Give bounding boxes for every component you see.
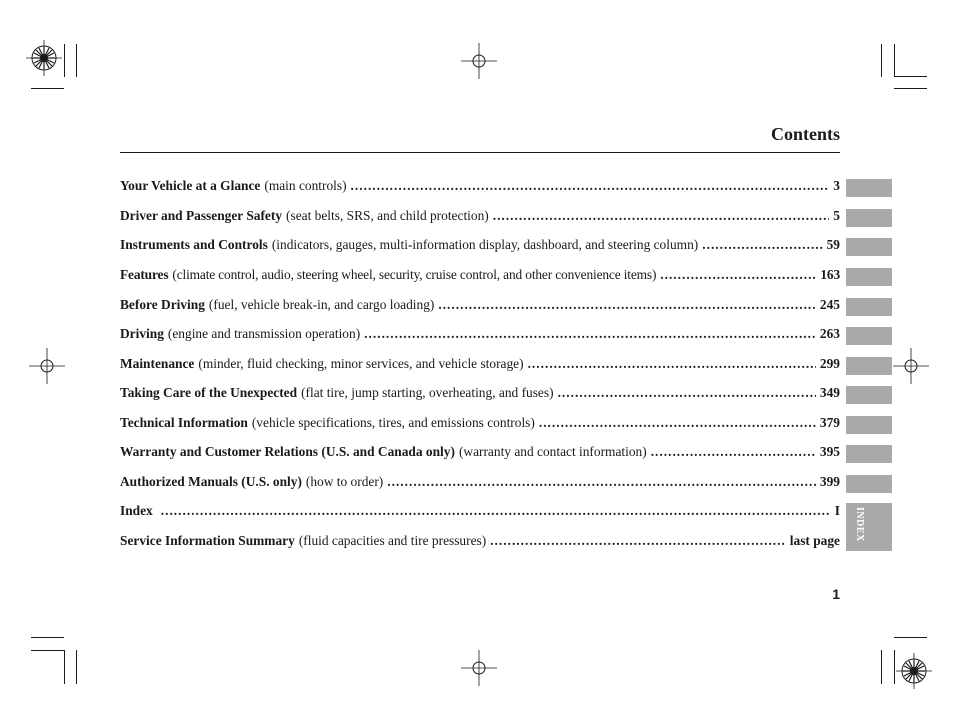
dot-leader — [493, 208, 830, 224]
index-tab-label: INDEX — [854, 507, 865, 542]
dot-leader — [528, 356, 816, 372]
section-tab[interactable] — [846, 357, 892, 375]
dot-leader — [387, 474, 816, 490]
registration-target-icon — [896, 653, 932, 689]
section-tab[interactable] — [846, 209, 892, 227]
section-tab[interactable] — [846, 386, 892, 404]
toc-entry-warranty[interactable] — [120, 444, 840, 464]
toc-entry-description: (climate control, audio, steering wheel, security, cruise control, and other convenience items) — [172, 267, 657, 282]
toc-entry-page: 395 — [819, 444, 840, 459]
toc-entry-title: Service Information Summary — [120, 533, 295, 548]
crop-mark-line — [64, 650, 65, 684]
toc-entry-description: (how to order) — [305, 474, 384, 489]
crosshair-icon — [29, 348, 65, 384]
toc-entry-page: last page — [789, 533, 840, 548]
toc-entry-title: Before Driving — [120, 297, 205, 312]
section-tab[interactable] — [846, 238, 892, 256]
toc-entry-title: Authorized Manuals (U.S. only) — [120, 474, 302, 489]
section-tab[interactable] — [846, 268, 892, 286]
toc-entry-description: (warranty and contact information) — [458, 444, 647, 459]
crop-mark-line — [881, 650, 882, 684]
toc-entry-page: 5 — [833, 208, 840, 223]
crop-mark-line — [76, 650, 77, 684]
toc-entry-before-driving[interactable] — [120, 297, 840, 317]
toc-entry-technical-information[interactable] — [120, 415, 840, 435]
toc-entry-description: (minder, fluid checking, minor services, and vehicle storage) — [198, 356, 524, 371]
crop-mark-line — [894, 44, 895, 77]
toc-entry-index[interactable] — [120, 503, 840, 523]
toc-entry-page: 379 — [819, 415, 840, 430]
toc-entry-page: 59 — [826, 237, 840, 252]
toc-entry-vehicle-at-a-glance[interactable] — [120, 178, 840, 198]
title-rule — [120, 152, 840, 153]
toc-entry-driving[interactable] — [120, 326, 840, 346]
toc-entry-unexpected[interactable] — [120, 385, 840, 405]
toc-entry-maintenance[interactable] — [120, 356, 840, 376]
toc-entry-title: Warranty and Customer Relations (U.S. and Canada only) — [120, 444, 455, 459]
section-tab[interactable] — [846, 445, 892, 463]
dot-leader — [702, 237, 822, 253]
toc-entry-title: Maintenance — [120, 356, 195, 371]
toc-entry-title: Driving — [120, 326, 164, 341]
toc-entry-page: 163 — [820, 267, 840, 282]
crosshair-icon — [893, 348, 929, 384]
registration-target-icon — [26, 40, 62, 76]
crosshair-icon — [461, 43, 497, 79]
toc-entry-title: Taking Care of the Unexpected — [120, 385, 298, 400]
toc-entry-title: Features — [120, 267, 169, 282]
toc-entry-title: Technical Information — [120, 415, 248, 430]
crosshair-icon — [461, 650, 497, 686]
toc-entry-title: Driver and Passenger Safety — [120, 208, 283, 223]
toc-entry-description: (vehicle specifications, tires, and emissions controls) — [251, 415, 535, 430]
section-tab[interactable] — [846, 327, 892, 345]
section-tab[interactable] — [846, 179, 892, 197]
page-number: 1 — [832, 586, 840, 602]
toc-entry-page: I — [834, 503, 840, 518]
dot-leader — [161, 503, 831, 519]
crop-mark-line — [31, 637, 64, 638]
crop-mark-line — [64, 44, 65, 77]
crop-mark-line — [31, 650, 64, 651]
toc-entry-page: 245 — [819, 297, 840, 312]
section-tab[interactable] — [846, 475, 892, 493]
crop-mark-line — [894, 88, 927, 89]
toc-entry-instruments-controls[interactable] — [120, 237, 840, 257]
section-tab-index[interactable] — [846, 503, 892, 551]
toc-entry-description: (flat tire, jump starting, overheating, and fuses) — [301, 385, 554, 400]
toc-entry-title: Index — [120, 503, 153, 518]
toc-entry-features[interactable] — [120, 267, 840, 287]
toc-entry-description: (indicators, gauges, multi-information display, dashboard, and steering column) — [271, 237, 699, 252]
crop-mark-line — [881, 44, 882, 77]
dot-leader — [651, 444, 816, 460]
section-tab[interactable] — [846, 416, 892, 434]
dot-leader — [539, 415, 816, 431]
toc-entry-description: (fuel, vehicle break-in, and cargo loading) — [208, 297, 435, 312]
toc-entry-page: 399 — [819, 474, 840, 489]
crop-mark-line — [76, 44, 77, 77]
toc-entry-authorized-manuals[interactable] — [120, 474, 840, 494]
crop-mark-line — [894, 637, 927, 638]
toc-entry-driver-passenger-safety[interactable] — [120, 208, 840, 228]
toc-entry-page: 349 — [819, 385, 840, 400]
toc-entry-page: 299 — [819, 356, 840, 371]
dot-leader — [364, 326, 816, 342]
toc-entry-title: Your Vehicle at a Glance — [120, 178, 261, 193]
toc-entry-service-information-summary[interactable] — [120, 533, 840, 553]
dot-leader — [438, 297, 816, 313]
page-title: Contents — [770, 124, 840, 144]
dot-leader — [660, 267, 816, 283]
toc-entry-description: (seat belts, SRS, and child protection) — [286, 208, 489, 223]
section-tab[interactable] — [846, 298, 892, 316]
toc-entry-description: (main controls) — [264, 178, 347, 193]
crop-mark-line — [894, 76, 927, 77]
crop-mark-line — [31, 88, 64, 89]
dot-leader — [351, 178, 830, 194]
crop-mark-line — [894, 650, 895, 684]
toc-entry-description: (fluid capacities and tire pressures) — [298, 533, 487, 548]
toc-entry-page: 3 — [833, 178, 840, 193]
dot-leader — [558, 385, 816, 401]
toc-entry-page: 263 — [819, 326, 840, 341]
toc-entry-title: Instruments and Controls — [120, 237, 268, 252]
dot-leader — [490, 533, 786, 549]
toc-entry-description: (engine and transmission operation) — [167, 326, 361, 341]
